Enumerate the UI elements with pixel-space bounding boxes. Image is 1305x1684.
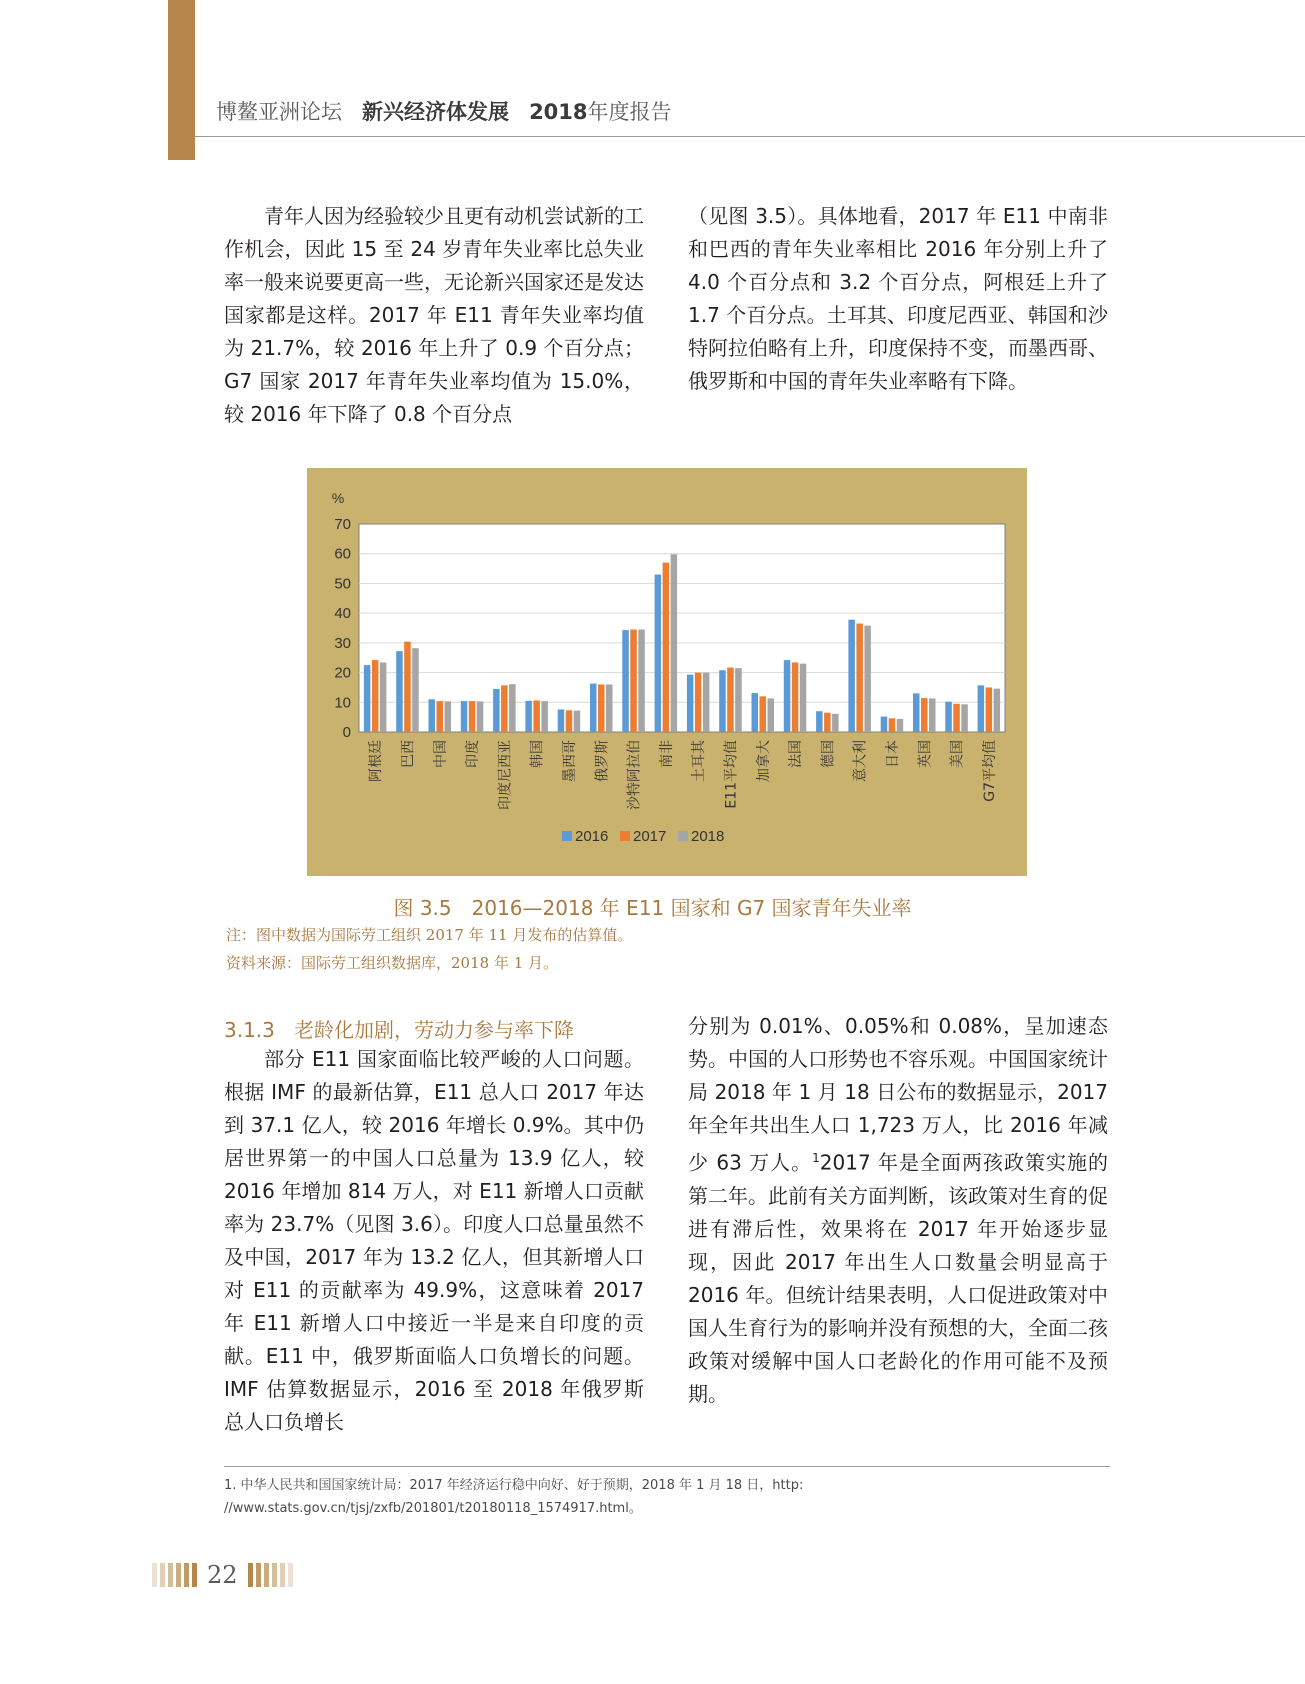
footer-stripes-left <box>152 1563 197 1587</box>
bar-2017 <box>986 687 993 732</box>
x-tick-label: 墨西哥 <box>561 740 578 782</box>
bar-2018 <box>477 701 484 732</box>
x-tick-label: 南非 <box>658 740 675 768</box>
bar-2016 <box>461 701 468 732</box>
intro-right-column <box>688 200 1108 398</box>
bar-2018 <box>864 626 871 732</box>
header-report: 年度报告 <box>587 100 672 124</box>
bar-2016 <box>848 620 855 732</box>
bar-2018 <box>994 689 1001 732</box>
legend-swatch-2018 <box>678 831 688 841</box>
bar-2017 <box>695 673 702 732</box>
bar-2016 <box>622 630 629 732</box>
bar-2016 <box>881 717 888 732</box>
bar-2016 <box>752 693 759 732</box>
bar-2017 <box>889 718 896 732</box>
bar-2016 <box>719 670 726 732</box>
bar-2017 <box>501 685 508 732</box>
bar-2018 <box>509 684 515 732</box>
legend-swatch-2017 <box>620 831 630 841</box>
bar-2018 <box>929 698 936 732</box>
footnote-marker[interactable]: 1 <box>812 1151 820 1165</box>
bar-2017 <box>792 662 799 732</box>
x-tick-label: 日本 <box>884 740 901 768</box>
bar-2017 <box>630 629 637 732</box>
x-tick-label: 沙特阿拉伯 <box>626 740 643 810</box>
y-tick-label: 70 <box>334 516 351 533</box>
plot-area <box>359 524 1005 732</box>
y-tick-label: 0 <box>342 724 351 741</box>
page-number: 22 <box>207 1561 238 1589</box>
bar-2016 <box>493 689 500 732</box>
bar-2017 <box>824 713 831 732</box>
x-tick-label: E11平均值 <box>723 740 740 809</box>
bar-2016 <box>978 685 985 732</box>
bar-2018 <box>574 711 581 732</box>
figure-caption: 图 3.5 2016—2018 年 E11 国家和 G7 国家青年失业率 <box>393 896 912 920</box>
legend-swatch-2016 <box>562 831 572 841</box>
bar-2018 <box>671 554 678 732</box>
bar-2017 <box>598 684 605 732</box>
bar-2018 <box>897 719 904 732</box>
header-rule <box>195 136 1305 137</box>
youth-unemployment-chart <box>307 468 1027 876</box>
page-footer <box>152 1560 293 1590</box>
bar-2018 <box>445 701 452 732</box>
bar-2016 <box>558 709 565 732</box>
x-tick-label: 英国 <box>917 740 934 768</box>
section-paragraph-right-b: 2017 年是全面两孩政策实施的第二年。此前有关方面判断，该政策对生育的促进有滞后性，效果将在 2017 年开始逐步显现，因此 2017 年出生人口数量会明显高于 2016 年。但统计结果表明，人口促进政策对中国人生育行为的影响并没有预想的大，全面二孩政策对缓解中国人口老龄化的作用可能不及预期。 <box>688 1150 1108 1406</box>
section-paragraph-right-a: 分别为 0.01%、0.05%和 0.08%，呈加速态势。中国的人口形势也不容乐观。中国国家统计局 2018 年 1 月 18 日公布的数据显示，2017 年全年共出生人口 1,723 万人，比 2016 年减少 63 万人。 <box>688 1014 1108 1175</box>
bar-2018 <box>832 714 839 732</box>
bar-2017 <box>404 642 411 732</box>
bar-2016 <box>784 660 791 732</box>
figure-source: 资料来源：国际劳工组织数据库，2018 年 1 月。 <box>226 954 559 972</box>
header-year: 2018 <box>529 100 588 124</box>
bar-2018 <box>541 701 548 732</box>
x-tick-label: 土耳其 <box>691 740 708 782</box>
bar-2017 <box>663 563 670 732</box>
bar-2016 <box>687 675 694 732</box>
bar-2016 <box>816 711 823 732</box>
bar-2018 <box>606 684 613 732</box>
footer-stripes-right <box>248 1563 293 1587</box>
bar-2017 <box>727 668 734 732</box>
y-tick-label: 30 <box>334 634 351 652</box>
bar-2016 <box>945 702 952 732</box>
bar-2016 <box>429 699 436 732</box>
x-tick-label: 意大利 <box>852 740 869 782</box>
bar-2016 <box>655 575 662 732</box>
section-title: 老龄化加剧，劳动力参与率下降 <box>293 1018 574 1042</box>
x-tick-label: 俄罗斯 <box>594 740 611 782</box>
running-header <box>216 96 672 126</box>
x-tick-label: 阿根廷 <box>368 740 385 782</box>
x-tick-label: 德国 <box>820 740 837 768</box>
bar-2017 <box>372 660 379 732</box>
x-tick-label: 中国 <box>432 740 449 768</box>
legend-label: 2016 <box>575 828 609 845</box>
section-heading <box>224 1014 574 1043</box>
legend-label: 2018 <box>691 828 725 845</box>
bar-2017 <box>953 704 960 732</box>
x-tick-label: 美国 <box>949 740 966 768</box>
x-tick-label: 法国 <box>788 740 805 768</box>
y-tick-label: 50 <box>334 575 351 593</box>
x-tick-label: 加拿大 <box>755 740 772 782</box>
bar-2018 <box>735 668 742 732</box>
y-axis-label: % <box>331 490 345 506</box>
section-paragraph-left: 部分 E11 国家面临比较严峻的人口问题。根据 IMF 的最新估算，E11 总人口 2017 年达到 37.1 亿人，较 2016 年增长 0.9%。其中仍居世界第一的中国人口总量为 13.9 亿人，较 2016 年增加 814 万人，对 E11 新增人口贡献率为 23.7%（见图 3.6）。印度人口总量虽然不及中国，2017 年为 13.2 亿人，但其新增人口对 E11 的贡献率为 49.9%，这意味着 2017 年 E11 新增人口中接近一半是来自印度的贡献。E11 中，俄罗斯面临人口负增长的问题。IMF 估算数据显示，2016 至 2018 年俄罗斯总人口负增长 <box>224 1047 644 1434</box>
bar-2017 <box>533 701 540 732</box>
legend-label: 2017 <box>633 828 667 845</box>
section-left-column <box>224 1043 644 1439</box>
bar-2017 <box>921 698 928 732</box>
section-right-column <box>688 1010 1108 1411</box>
x-tick-label: 韩国 <box>529 740 546 768</box>
bar-2018 <box>768 698 775 732</box>
bar-2016 <box>913 693 920 732</box>
bar-2018 <box>638 629 645 732</box>
section-paragraph-right <box>688 1010 1108 1411</box>
bar-2016 <box>590 684 597 732</box>
bar-2018 <box>800 664 807 732</box>
footnote-rule <box>224 1466 1110 1467</box>
bar-2016 <box>525 701 532 732</box>
bar-2016 <box>364 665 371 732</box>
intro-left-column <box>224 200 644 431</box>
bar-2017 <box>760 696 767 732</box>
bar-2017 <box>566 710 573 732</box>
x-tick-label: G7平均值 <box>981 740 998 802</box>
y-tick-label: 10 <box>334 694 351 712</box>
intro-paragraph-right: （见图 3.5）。具体地看，2017 年 E11 中南非和巴西的青年失业率相比 2016 年分别上升了 4.0 个百分点和 3.2 个百分点，阿根廷上升了 1.7 个百分点。土耳其、印度尼西亚、韩国和沙特阿拉伯略有上升，印度保持不变，而墨西哥、俄罗斯和中国的青年失业率略有下降。 <box>688 204 1108 393</box>
y-tick-label: 40 <box>334 605 351 623</box>
bar-2018 <box>703 673 710 732</box>
y-tick-label: 60 <box>334 545 351 563</box>
x-tick-label: 印度 <box>465 740 482 768</box>
header-title: 新兴经济体发展 <box>362 100 510 124</box>
section-number: 3.1.3 <box>224 1018 275 1042</box>
bar-2018 <box>961 704 968 732</box>
intro-paragraph-left: 青年人因为经验较少且更有动机尝试新的工作机会，因此 15 至 24 岁青年失业率比总失业率一般来说要更高一些，无论新兴国家还是发达国家都是这样。2017 年 E11 青年失业率均值为 21.7%，较 2016 年上升了 0.9 个百分点；G7 国家 2017 年青年失业率均值为 15.0%，较 2016 年下降了 0.8 个百分点 <box>224 204 644 426</box>
bar-2018 <box>380 662 387 732</box>
bar-2017 <box>856 624 863 732</box>
bar-2017 <box>437 701 444 732</box>
bar-2016 <box>396 651 403 732</box>
bar-2017 <box>469 701 476 732</box>
x-tick-label: 巴西 <box>400 740 417 768</box>
chart-canvas <box>307 468 1027 876</box>
x-tick-label: 印度尼西亚 <box>497 740 514 810</box>
footnote: 1. 中华人民共和国国家统计局：2017 年经济运行稳中向好、好于预期，2018 年 1 月 18 日，http: //www.stats.gov.cn/tjsj/zxfb/201801/t20180118_1574917.html。 <box>224 1478 804 1516</box>
figure-note: 注：图中数据为国际劳工组织 2017 年 11 月发布的估算值。 <box>226 926 633 944</box>
header-forum: 博鳌亚洲论坛 <box>216 100 342 124</box>
header-accent-bar <box>168 0 195 160</box>
bar-2018 <box>412 648 419 732</box>
y-tick-label: 20 <box>334 664 351 682</box>
